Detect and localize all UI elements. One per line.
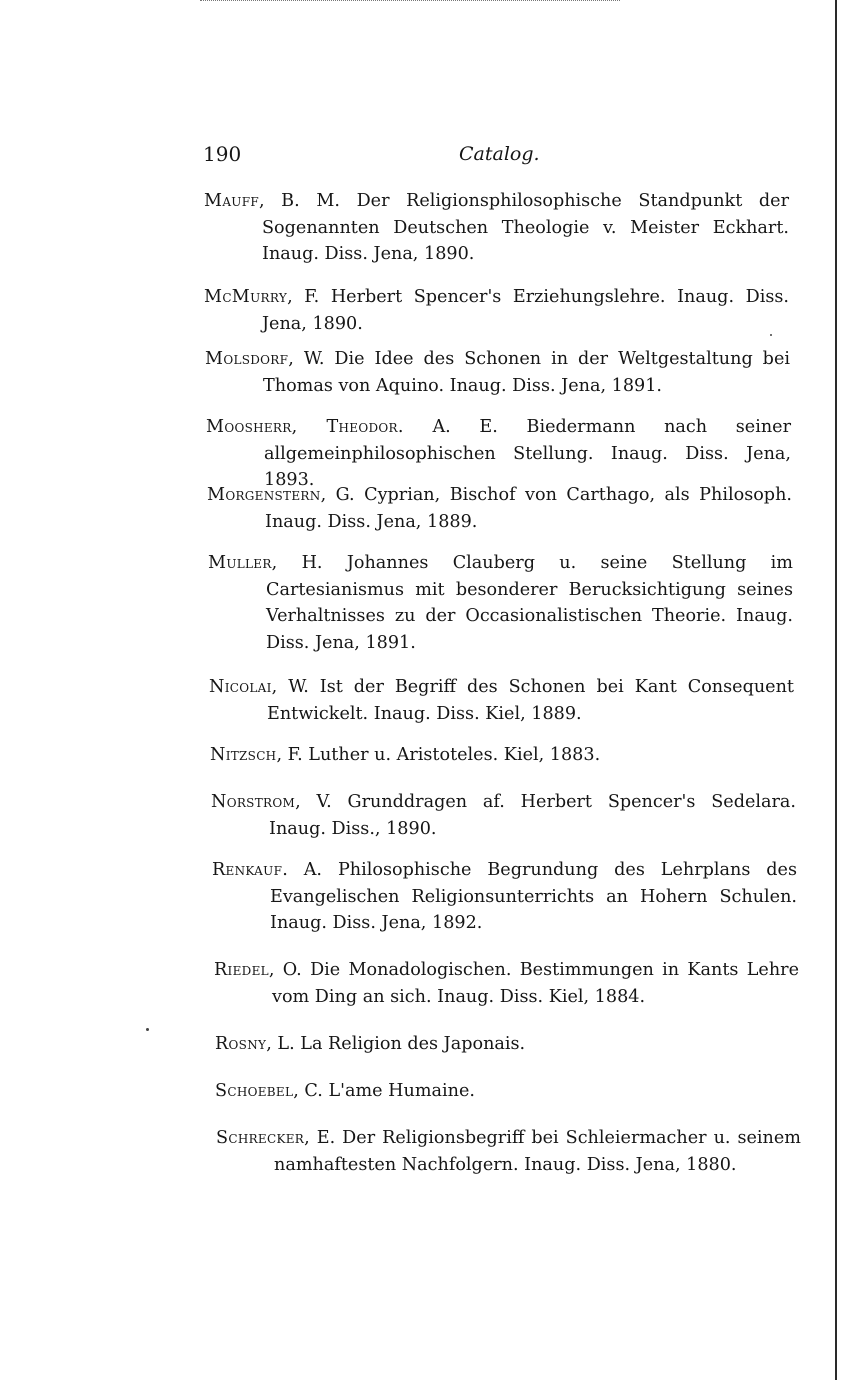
entry-text: , L. La Religion des Japonais. (266, 1034, 526, 1054)
entry-author: Rosny (215, 1034, 267, 1054)
entry-author: Muller (208, 553, 272, 573)
entry-text: . A. Philosophische Begrundung des Lehrplans des Evangelischen Religionsunterrichts an Hohern Schulen. Inaug. Diss. Jena, 1892. (270, 860, 797, 933)
catalog-entry (207, 482, 792, 535)
entry-author: Nitzsch (210, 745, 277, 765)
catalog-entry (214, 957, 799, 1010)
entry-text: , W. Die Idee des Schonen in der Weltgestaltung bei Thomas von Aquino. Inaug. Diss. Jena, 1891. (263, 349, 790, 396)
entry-author: Riedel (214, 960, 269, 980)
entry-text: , E. Der Religionsbegriff bei Schleiermacher u. seinem namhaftesten Nachfolgern. Inaug. Diss. Jena, 1880. (274, 1128, 801, 1175)
entry-text: A. E. Biedermann nach seiner allgemeinphilosophischen Stellung. Inaug. Diss. Jena, 1893. (264, 417, 791, 490)
entry-text: , G. Cyprian, Bischof von Carthago, als Philosoph. Inaug. Diss. Jena, 1889. (265, 485, 792, 532)
page-right-edge (835, 0, 837, 1380)
catalog-entry (210, 742, 795, 769)
page-top-edge (200, 0, 620, 3)
catalog-entry (216, 1125, 801, 1178)
entry-text: , H. Johannes Clauberg u. seine Stellung im Cartesianismus mit besonderer Berucksichtigung seines Verhaltnisses zu der Occasionalistischen Theorie. Inaug. Diss. Jena, 1891. (266, 553, 793, 653)
entry-author: Norstrom (211, 792, 296, 812)
catalog-entry (208, 550, 793, 656)
page-header (203, 142, 540, 168)
entry-author: Moosherr, Theodor. (206, 417, 404, 437)
entry-author: Nicolai (209, 677, 272, 697)
entry-text: , B. M. Der Religionsphilosophische Standpunkt der Sogenannten Deutschen Theologie v. Meister Eckhart. Inaug. Diss. Jena, 1890. (258, 191, 789, 264)
catalog-entry (204, 188, 789, 268)
entry-author: Mauff (204, 191, 259, 211)
running-title: Catalog. (459, 143, 540, 165)
catalog-entry (215, 1078, 800, 1105)
catalog-entry (205, 346, 790, 399)
entry-author: Morgenstern (207, 485, 321, 505)
entry-text: , W. Ist der Begriff des Schonen bei Kant Consequent Entwickelt. Inaug. Diss. Kiel, 1889. (267, 677, 794, 724)
entry-author: Renkauf (212, 860, 283, 880)
catalog-entry (204, 284, 789, 337)
catalog-entry (211, 789, 796, 842)
entry-text: , F. Herbert Spencer's Erziehungslehre. Inaug. Diss. Jena, 1890. (262, 287, 789, 334)
ink-speck (146, 1028, 149, 1031)
entry-text: , O. Die Monadologischen. Bestimmungen in Kants Lehre vom Ding an sich. Inaug. Diss. Kiel, 1884. (268, 960, 799, 1007)
entry-text: , V. Grunddragen af. Herbert Spencer's Sedelara. Inaug. Diss., 1890. (269, 792, 796, 839)
entry-text: , F. Luther u. Aristoteles. Kiel, 1883. (276, 745, 601, 765)
entry-author: Molsdorf (205, 349, 289, 369)
entry-author: Schrecker (216, 1128, 305, 1148)
catalog-entry (209, 674, 794, 727)
catalog-entry (212, 857, 797, 937)
catalog-entry (215, 1031, 800, 1058)
entry-author: McMurry (204, 287, 288, 307)
page-number: 190 (203, 142, 242, 166)
entry-author: Schoebel (215, 1081, 294, 1101)
entry-text: , C. L'ame Humaine. (293, 1081, 475, 1101)
